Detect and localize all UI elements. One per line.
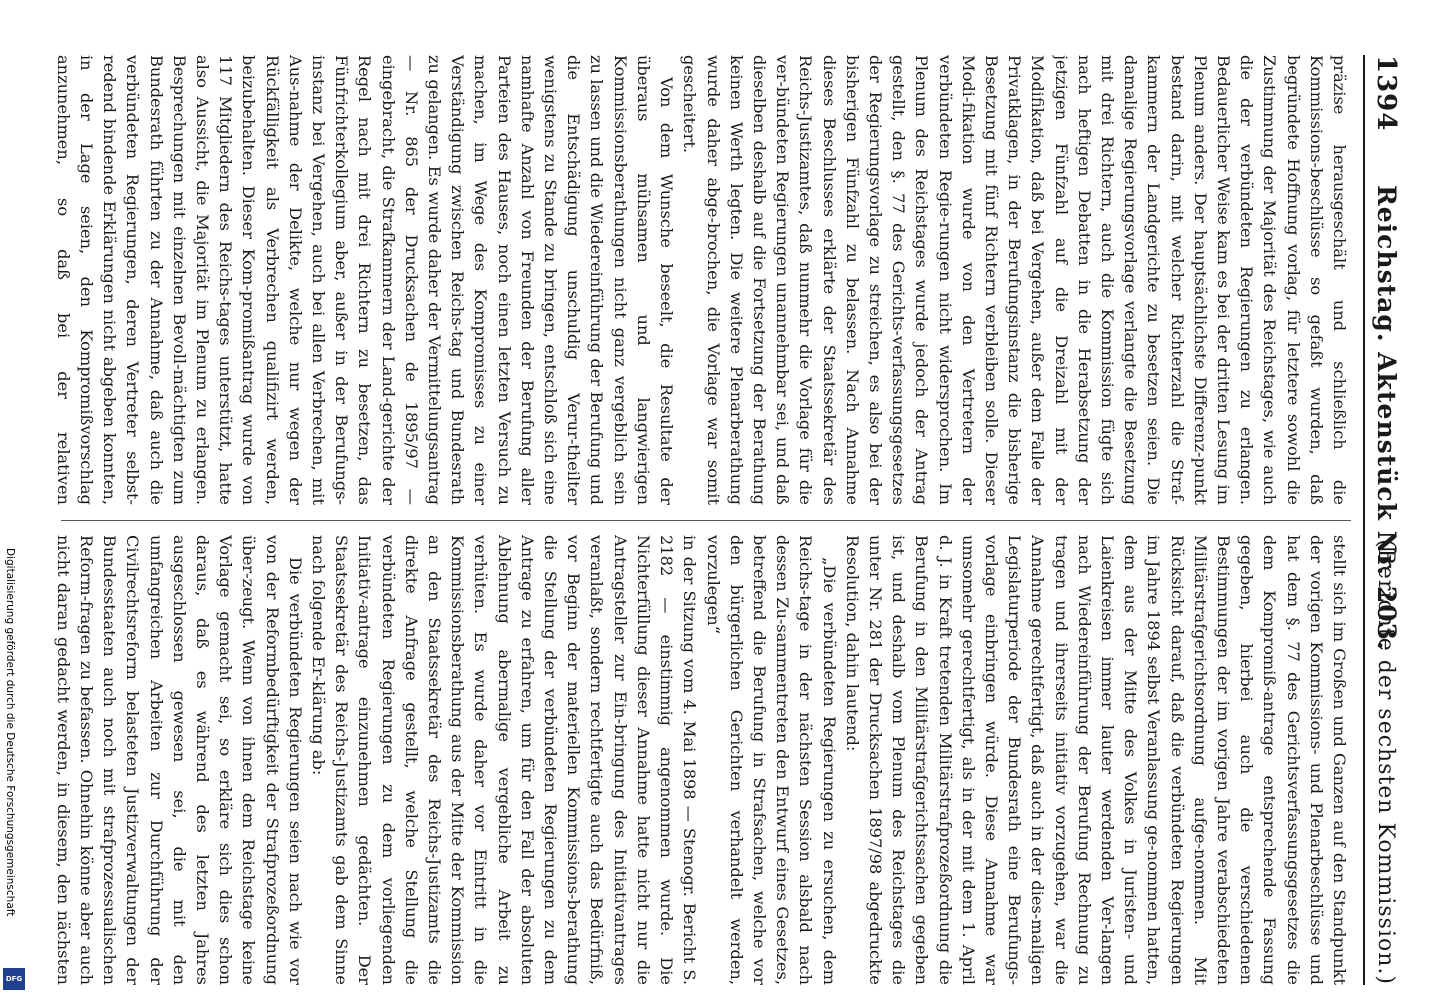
dfg-logo-icon: DFG xyxy=(3,968,25,990)
paragraph: präzise herausgeschält und schließlich die Kommissions-beschlüsse so gefaßt wurden, daß begründete Hoffnung vorlag, für letztere sowohl die Zustimmung der Majorität des Reichstages, wie auch die der verbündeten Regierungen zu erlangen. Bedauerlicher Weise kam es bei der dritten Lesung im Plenum anders. Der hauptsächlichste Differenz-punkt bestand darin, mit welcher Richterzahl die Straf-kammern der Landgerichte zu besetzen seien. Die damalige Regierungsvorlage verlangte die Besetzung mit drei Richtern, auch die Kommission fügte sich nach heftigen Debatten in die Herabsetzung der jetzigen Fünfzahl auf die Dreizahl mit der Modifikation, daß bei Vergehen, außer dem Falle der Privatklagen, in der Berufungsinstanz die bisherige Besetzung mit fünf Richtern verbleiben solle. Dieser Modi-fikation wurde von den Vertretern der verbündeten Regie-rungen nicht widersprochen. Im Plenum des Reichstages wurde jedoch der Antrag gestellt, den §. 77 des Gerichts-verfassungsgesetzes der Regierungsvorlage zu streichen, es also bei der bisherigen Fünfzahl zu belassen. Nach Annahme dieses Beschlusses erklärte der Staatssekretär des Reichs-Justizamtes, daß nunmehr die Vorlage für die ver-bündeten Regierungen unannehmbar sei, und daß dieselben deshalb auf die Fortsetzung der Berathung keinen Werth legten. Die weitere Plenarberathung wurde daher abge-brochen, die Vorlage war somit gescheitert. xyxy=(680,55,1349,505)
digitization-credit-text: Digitalisierung gefördert durch die Deutsche Forschungsgemeinschaft xyxy=(4,548,16,917)
right-column xyxy=(51,535,1351,985)
column-divider xyxy=(61,520,1351,521)
paragraph: in der Sitzung vom 4. Mai 1898 — Stenogr. Bericht S. 2182 — einstimmig angenommen wurde. Die Nichterfüllung dieser Annahme hatte nicht nur die Antragsteller zur Ein-bringung des Initiativantrages veranlaßt, sondern rechtfertigte auch das Bedürfniß, vor Beginn der materiellen Kommissions-berathung die Stellung der verbündeten Regierungen zu dem Antrage zu erfahren, um für den Fall der absoluten Ablehnung abermalige vergebliche Arbeit zu verhüten. Es wurde daher vor Eintritt in die Kommissionsberathung aus der Mitte der Kommission an den Staatssekretär des Reichs-Justizamts die direkte Anfrage gestellt, welche Stellung die verbündeten Regierungen zu dem vorliegenden Initiativ-antrage einzunehmen gedächten. Der Staatssekretär des Reichs-Justizamts gab dem Sinne nach folgende Er-klärung ab: xyxy=(309,535,700,985)
page-title: Reichstag. Aktenstück Nr. 203. xyxy=(1372,185,1401,651)
left-column xyxy=(51,55,1351,505)
page-number: 1394 xyxy=(1371,55,1401,132)
paragraph: Von dem Wunsche beseelt, die Resultate der überaus mühsamen und langwierigen Kommissionsberathungen nicht ganz vergeblich sein zu lassen und die Wiedereinführung der Berufung und die Entschädigung unschuldig Verur-theilter wenigstens zu Stande zu bringen, entschloß sich eine namhafte Anzahl von Freunden der Berufung aller Parteien des Hauses, noch einen letzten Versuch zu machen, im Wege des Kompromisses zu einer Verständigung zwischen Reichs-tag und Bundesrath zu gelangen. Es wurde daher der Vermittelungsantrag — Nr. 865 der Drucksachen de 1895/97 — eingebracht, die Strafkammern der Land-gerichte der Regel nach mit drei Richtern zu besetzen, das Fünfrichterkollegium aber, außer in der Berufungs-instanz bei Vergehen, auch bei allen Verbrechen, mit Aus-nahme der Delikte, welche nur wegen der Rückfälligkeit als Verbrechen qualifizirt werden, beizubehalten. Dieser Kom-promißantrag wurde von 117 Mitgliedern des Reichs-tages unterstützt, hatte also Aussicht, die Majorität im Plenum zu erlangen. Besprechungen mit einzelnen Bevoll-mächtigten zum Bundesrath führten zu der Annahme, daß auch die verbündeten Regierungen, deren Vertreter selbst-redend bindende Erklärungen nicht abgeben konnten, in der Lage seien, den Kompromißvorschlag anzunehmen, so daß bei der relativen xyxy=(53,55,677,505)
page-subtitle: (Berichte der sechsten Kommission.) xyxy=(1373,539,1398,985)
digitization-credit xyxy=(2,548,28,978)
page-header xyxy=(1363,55,1407,985)
paragraph: Die verbündeten Regierungen seien nach wie vor von der Reformbedürftigkeit der Strafprozeßordnung über-zeugt. Wenn von ihnen dem Reichstage keine Vorlage gemacht sei, so erkläre sich dies schon daraus, daß es während des letzten Jahres ausgeschlossen gewesen sei, die mit den umfangreichen Arbeiten zur Durchführung der Civilrechtsreform belasteten Justizverwaltungen der Bundesstaaten auch noch mit strafprozessualischen Reform-fragen zu befassen. Ohnehin könne aber auch nicht daran gedacht werden, in diesem, den nächsten xyxy=(53,535,305,985)
document-page xyxy=(47,55,1407,985)
paragraph: stellt sich im Großen und Ganzen auf den Standpunkt der vorigen Kommissions- und Plenarbeschlüsse und hat dem §. 77 des Gerichtsverfassungsgesetzes die dem Kompromiß-antrage entsprechende Fassung gegeben, hierbei auch die verschiedenen Bestimmungen der im vorigen Jahre verabschiedeten Militärstrafgerichtsordnung aufge-nommen. Mit Rücksicht darauf, daß die verbündeten Regierungen im Jahre 1894 selbst Veranlassung ge-nommen hatten, dem aus der Mitte des Volkes in Juristen- und Laienkreisen immer lauter werdenden Ver-langen nach Wiedereinführung der Berufung Rechnung zu tragen und ihrerseits initiativ vorzugehen, war die Annahme gerechtfertigt, daß auch in der dies-maligen Legislaturperiode der Bundesrath eine Berufungs-vorlage einbringen würde. Diese Annahme war umsomehr gerechtfertigt, als in der mit dem 1. April d. J. in Kraft tretenden Militärstrafprozeßordnung die Berufung in den Militärstrafgerichtssachen gegeben ist, und deshalb vom Plenum des Reichstages die unter Nr. 281 der Drucksachen 1897/98 abgedruckte Resolution, dahin lautend: xyxy=(842,535,1349,985)
quoted-resolution: „Die verbündeten Regierungen zu ersuchen, dem Reichs-tage in der nächsten Session alsbald nach dessen Zu-sammentreten den Entwurf eines Gesetzes, betreffend die Berufung in Strafsachen, welche vor den bürgerlichen Gerichten verhandelt werden, vorzulegen“ xyxy=(703,535,839,985)
